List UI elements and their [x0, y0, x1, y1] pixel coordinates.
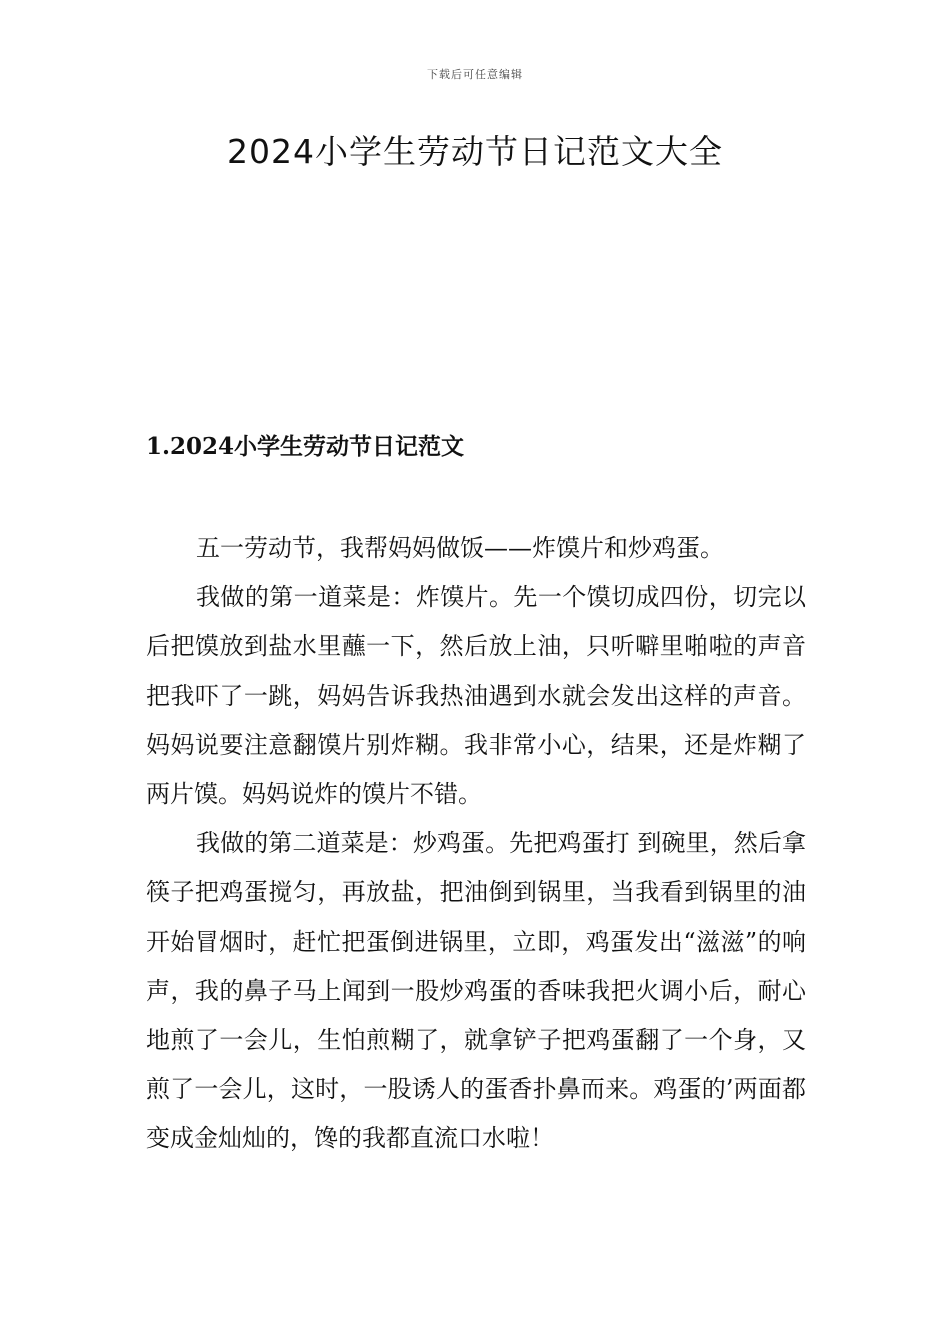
- paragraph-second-dish: 我做的第二道菜是：炒鸡蛋。先把鸡蛋打 到碗里，然后拿筷子把鸡蛋搅匀，再放盐，把油倒到锅里，当我看到锅里的油开始冒烟时，赶忙把蛋倒进锅里，立即，鸡蛋发出“滋滋”的响声，我的鼻子马上闻到一股炒鸡蛋的香味我把火调小后，耐心地煎了一会儿，生怕煎糊了，就拿铲子把鸡蛋翻了一个身，又煎了一会儿，这时，一股诱人的蛋香扑鼻而来。鸡蛋的’两面都变成金灿灿的，馋的我都直流口水啦！: [146, 829, 806, 1153]
- body-text: [146, 524, 806, 1164]
- paragraph-first-dish: 我做的第一道菜是：炸馍片。先一个馍切成四份，切完以后把馍放到盐水里蘸一下，然后放上油，只听噼里啪啦的声音把我吓了一跳，妈妈告诉我热油遇到水就会发出这样的声音。妈妈说要注意翻馍片别炸糊。我非常小心，结果，还是炸糊了两片馍。妈妈说炸的馍片不错。: [146, 583, 806, 809]
- header-note: 下载后可任意编辑: [427, 68, 523, 81]
- paragraph-intro: 五一劳动节，我帮妈妈做饭——炸馍片和炒鸡蛋。: [196, 534, 724, 562]
- section-heading: 1.2024小学生劳动节日记范文: [146, 433, 465, 460]
- document-title: 2024小学生劳动节日记范文大全: [227, 132, 723, 171]
